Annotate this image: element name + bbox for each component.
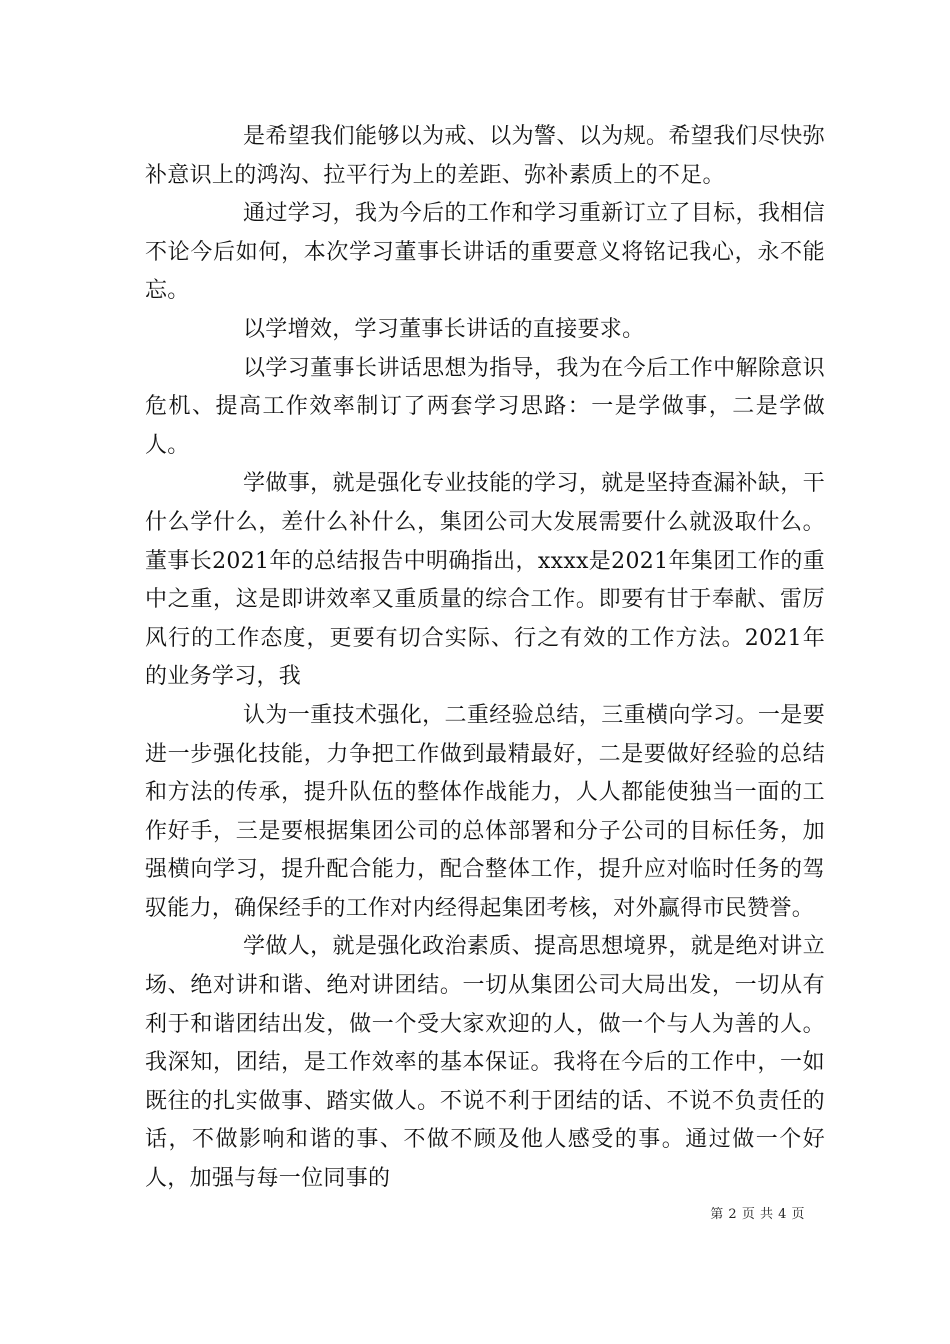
paragraph-7: 学做人，就是强化政治素质、提高思想境界，就是绝对讲立场、绝对讲和谐、绝对讲团结。一切从集团公司大局出发，一切从有利于和谐团结出发，做一个受大家欢迎的人，做一个与人为善的人。我深知，团结，是工作效率的基本保证。我将在今后的工作中，一如既往的扎实做事、踏实做人。不说不利于团结的话、不说不负责任的话，不做影响和谐的事、不做不顾及他人感受的事。通过做一个好人，加强与每一位同事的	[145, 934, 825, 1192]
paragraph-5: 学做事，就是强化专业技能的学习，就是坚持查漏补缺，干什么学什么，差什么补什么，集团公司大发展需要什么就汲取什么。董事长2021年的总结报告中明确指出，xxxx是2021年集团工作的重中之重，这是即讲效率又重质量的综合工作。即要有甘于奉献、雷厉风行的工作态度，更要有切合实际、行之有效的工作方法。2021年的业务学习，我	[145, 471, 825, 690]
document-body	[145, 118, 825, 1199]
paragraph-6: 认为一重技术强化，二重经验总结，三重横向学习。一是要进一步强化技能，力争把工作做到最精最好，二是要做好经验的总结和方法的传承，提升队伍的整体作战能力，人人都能使独当一面的工作好手，三是要根据集团公司的总体部署和分子公司的目标任务，加强横向学习，提升配合能力，配合整体工作，提升应对临时任务的驾驭能力，确保经手的工作对内经得起集团考核，对外赢得市民赞誉。	[145, 702, 825, 921]
paragraph-4: 以学习董事长讲话思想为指导，我为在今后工作中解除意识危机、提高工作效率制订了两套学习思路：一是学做事，二是学做人。	[145, 355, 825, 458]
paragraph-1: 是希望我们能够以为戒、以为警、以为规。希望我们尽快弥补意识上的鸿沟、拉平行为上的差距、弥补素质上的不足。	[145, 124, 825, 188]
paragraph-2: 通过学习，我为今后的工作和学习重新订立了目标，我相信不论今后如何，本次学习董事长讲话的重要意义将铭记我心，永不能忘。	[145, 201, 825, 304]
page-number-footer: 第 2 页 共 4 页	[710, 1207, 805, 1222]
paragraph-3: 以学增效，学习董事长讲话的直接要求。	[243, 316, 645, 342]
